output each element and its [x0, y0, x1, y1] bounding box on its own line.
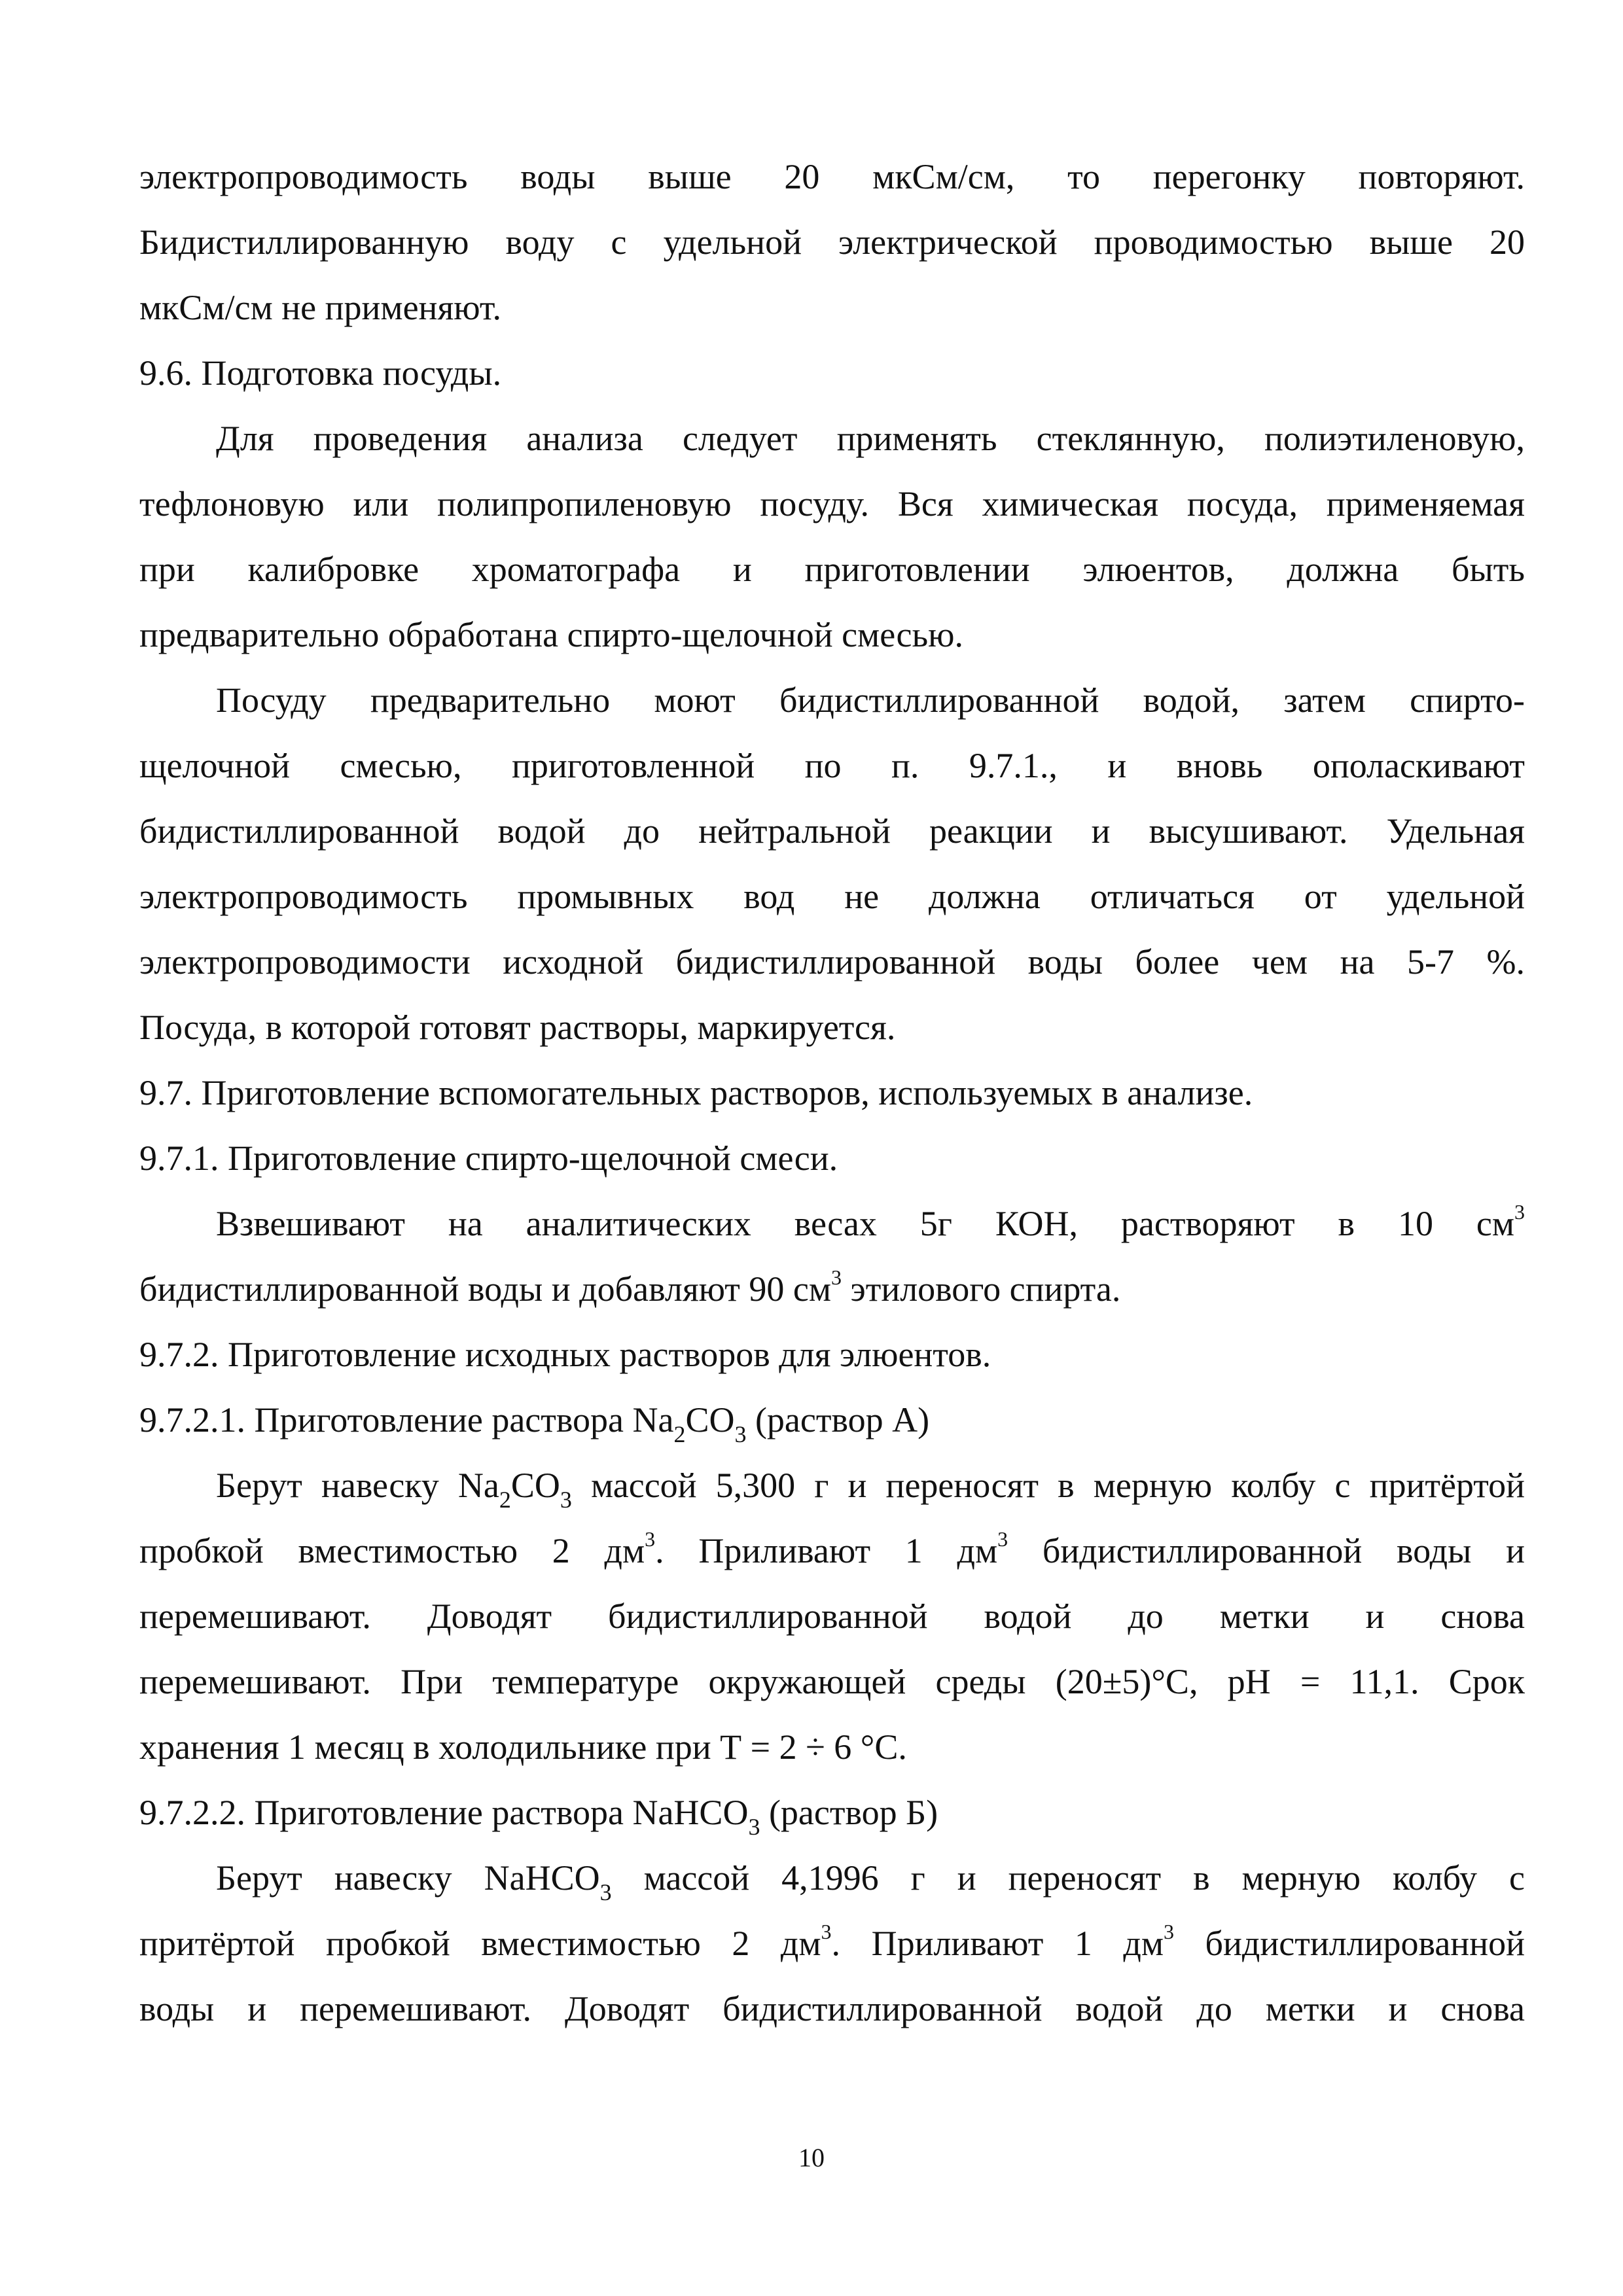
- text-fragment: . Приливают 1 дм: [831, 1924, 1164, 1963]
- text-fragment: массой 4,1996 г и переносят в мерную колбу с: [611, 1858, 1525, 1898]
- text-fragment: Берут навеску NaHCO: [216, 1858, 600, 1898]
- text-fragment: Берут навеску Na: [216, 1466, 499, 1505]
- text-line: перемешивают. Доводят бидистиллированной водой до метки и снова: [139, 1597, 1525, 1636]
- text-fragment: CO: [510, 1466, 560, 1505]
- text-line: перемешивают. При температуре окружающей среды (20±5)°С, pH = 11,1. Срок: [139, 1662, 1525, 1701]
- text-fragment: притёртой пробкой вместимостью 2 дм: [139, 1924, 821, 1963]
- subscript: 2: [673, 1421, 686, 1447]
- section-heading-9-7-2-2: [139, 1780, 1525, 1845]
- text-line: электропроводимость воды выше 20 мкСм/см, то перегонку повторяют.: [139, 157, 1525, 196]
- superscript: 3: [645, 1527, 656, 1551]
- text-fragment: 9.7.2.2. Приготовление раствора NaHCO: [139, 1793, 749, 1832]
- section-heading-9-6: 9.6. Подготовка посуды.: [139, 353, 502, 393]
- text-line: Посуда, в которой готовят растворы, маркируется.: [139, 1008, 896, 1047]
- section-heading-9-7-1: 9.7.1. Приготовление спирто-щелочной смеси.: [139, 1139, 838, 1178]
- document-body: [139, 144, 1525, 2041]
- text-fragment: бидистиллированной воды и добавляют 90 см: [139, 1269, 832, 1309]
- subscript: 3: [599, 1879, 612, 1905]
- text-line: Бидистиллированную воду с удельной электрической проводимостью выше 20: [139, 222, 1525, 262]
- text-line: предварительно обработана спирто-щелочной смесью.: [139, 615, 963, 654]
- text-fragment: . Приливают 1 дм: [655, 1531, 998, 1570]
- superscript: 3: [1514, 1200, 1525, 1224]
- section-heading-9-7: 9.7. Приготовление вспомогательных растворов, используемых в анализе.: [139, 1073, 1253, 1112]
- text-line: Для проведения анализа следует применять стеклянную, полиэтиленовую,: [216, 419, 1525, 458]
- text-line: [139, 1845, 1525, 1911]
- text-line: бидистиллированной водой до нейтральной реакции и высушивают. Удельная: [139, 811, 1525, 851]
- text-line: электропроводимость промывных вод не должна отличаться от удельной: [139, 877, 1525, 916]
- text-fragment: бидистиллированной: [1174, 1924, 1525, 1963]
- text-line: щелочной смесью, приготовленной по п. 9.7.1., и вновь ополаскивают: [139, 746, 1525, 785]
- text-fragment: CO: [685, 1400, 735, 1439]
- text-line: [139, 1191, 1525, 1256]
- subscript: 3: [748, 1813, 760, 1840]
- text-fragment: этилового спирта.: [842, 1269, 1121, 1309]
- section-heading-9-7-2-1: [139, 1387, 1525, 1453]
- text-line: Посуду предварительно моют бидистиллированной водой, затем спирто-: [216, 680, 1525, 720]
- text-fragment: (раствор Б): [760, 1793, 938, 1832]
- text-fragment: (раствор А): [746, 1400, 930, 1439]
- page-number: 10: [798, 2143, 825, 2172]
- subscript: 2: [499, 1486, 511, 1513]
- subscript: 3: [734, 1421, 747, 1447]
- text-fragment: Взвешивают на аналитических весах 5г КОН, растворяют в 10 см: [216, 1204, 1514, 1243]
- superscript: 3: [997, 1527, 1008, 1551]
- superscript: 3: [821, 1920, 832, 1943]
- text-line: при калибровке хроматографа и приготовлении элюентов, должна быть: [139, 550, 1525, 589]
- superscript: 3: [831, 1265, 842, 1289]
- text-fragment: массой 5,300 г и переносят в мерную колбу с притёртой: [571, 1466, 1525, 1505]
- text-fragment: пробкой вместимостью 2 дм: [139, 1531, 645, 1570]
- subscript: 3: [560, 1486, 572, 1513]
- text-line: [139, 1453, 1525, 1518]
- text-line: тефлоновую или полипропиленовую посуду. Вся химическая посуда, применяемая: [139, 484, 1525, 523]
- section-heading-9-7-2: 9.7.2. Приготовление исходных растворов для элюентов.: [139, 1335, 991, 1374]
- superscript: 3: [1164, 1920, 1175, 1943]
- text-line: [139, 1256, 1525, 1322]
- text-line: [139, 1518, 1525, 1583]
- text-fragment: бидистиллированной воды и: [1008, 1531, 1525, 1570]
- text-line: электропроводимости исходной бидистиллированной воды более чем на 5-7 %.: [139, 942, 1525, 981]
- text-line: мкСм/см не применяют.: [139, 288, 501, 327]
- text-line: хранения 1 месяц в холодильнике при Т = 2 ÷ 6 °С.: [139, 1727, 907, 1767]
- text-line: [139, 1911, 1525, 1976]
- text-fragment: 9.7.2.1. Приготовление раствора Na: [139, 1400, 674, 1439]
- text-line: воды и перемешивают. Доводят бидистиллированной водой до метки и снова: [139, 1989, 1525, 2028]
